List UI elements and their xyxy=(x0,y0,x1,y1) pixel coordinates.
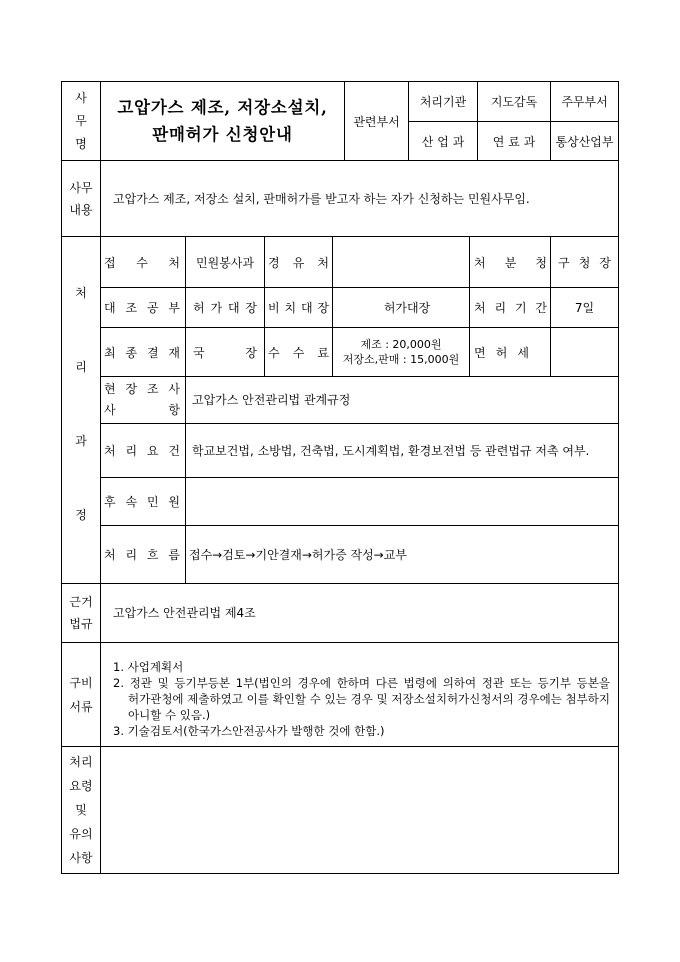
via-value-cell xyxy=(333,237,470,288)
disposal-label-cell xyxy=(470,237,551,288)
fee-label: 수 수 료 xyxy=(268,345,329,360)
requirements-value-cell xyxy=(186,424,619,478)
required-documents-list xyxy=(113,659,610,739)
follow-up-label-cell xyxy=(101,478,186,526)
follow-up-value-cell xyxy=(186,478,619,526)
notes-label: 처리 요령 및 유의 사항 xyxy=(69,755,93,865)
list-item: 2. 정관 및 등기부등본 1부(법인의 경우에 한하며 다른 법령에 의하여 정관 또는 등기부 등본을 허가관청에 제출하였고 이를 확인할 수 있는 경우 및 저장소설치허가신청서의 경우에는 첨부하지 아니할 수 있음.) xyxy=(113,676,610,722)
fee-value-cell xyxy=(333,328,470,377)
related-dept-label: 관련부서 xyxy=(353,114,400,129)
office-name-label-cell xyxy=(62,82,101,161)
flow-value: 접수→검토→기안결재→허가증 작성→교부 xyxy=(189,547,407,562)
flow-label: 처 리 흐 름 xyxy=(104,548,180,562)
description-text-cell xyxy=(101,161,619,237)
dept-name-responsible: 통상산업부 xyxy=(555,134,614,149)
list-item: 1. 사업계획서 xyxy=(113,660,184,674)
final-approval-value-cell xyxy=(186,328,265,377)
ledger-label: 대 조 공 부 xyxy=(104,301,180,315)
guidance-form-table xyxy=(61,81,619,874)
title-line-2: 판매허가 신청안내 xyxy=(152,125,293,144)
kept-ledger-value: 허가대장 xyxy=(383,301,431,315)
kept-ledger-label: 비 치 대 장 xyxy=(268,301,329,315)
period-label: 처 리 기 간 xyxy=(474,301,547,315)
period-value: 7일 xyxy=(574,301,595,315)
dept-name-supervision: 연 료 과 xyxy=(492,134,536,149)
requirements-value: 학교보건법, 소방법, 건축법, 도시계획법, 환경보전법 등 관련법규 저촉 여부. xyxy=(192,443,590,458)
dept-role-supervision: 지도감독 xyxy=(490,95,538,109)
dept-role-cell-responsible xyxy=(551,82,619,122)
license-tax-value-cell xyxy=(551,328,619,377)
dept-role-cell-supervision xyxy=(478,82,551,122)
notes-label-cell xyxy=(62,747,101,874)
dept-name-cell-processing xyxy=(409,122,478,161)
disposal-value: 구 청 장 xyxy=(558,255,611,270)
fee-label-cell xyxy=(265,328,333,377)
disposal-value-cell xyxy=(551,237,619,288)
description-text: 고압가스 제조, 저장소 설치, 판매허가를 받고자 하는 자가 신청하는 민원사무임. xyxy=(113,191,530,206)
dept-role-cell-processing xyxy=(409,82,478,122)
dept-role-processing: 처리기관 xyxy=(419,95,467,109)
site-survey-label-cell xyxy=(101,377,186,424)
dept-name-cell-responsible xyxy=(551,122,619,161)
notes-content-cell xyxy=(101,747,619,874)
requirements-label: 처 리 요 건 xyxy=(104,444,180,458)
license-tax-label-cell xyxy=(470,328,551,377)
reception-value: 민원봉사과 xyxy=(196,255,254,270)
office-name-label: 사 무 명 xyxy=(75,90,87,151)
site-survey-value-cell xyxy=(186,377,619,424)
via-label-cell xyxy=(265,237,333,288)
required-documents-list-cell xyxy=(101,643,619,747)
reception-label: 접 수 처 xyxy=(104,255,180,270)
disposal-label: 처 분 청 xyxy=(474,255,547,270)
title-cell xyxy=(101,82,345,161)
process-label-cell xyxy=(62,237,101,584)
legal-basis-label: 근거 법규 xyxy=(69,595,93,631)
required-documents-label: 구비 서류 xyxy=(69,675,93,714)
license-tax-label: 면 허 세 xyxy=(474,345,529,360)
description-label: 사무 내용 xyxy=(69,180,93,217)
final-approval-label: 최 종 결 재 xyxy=(104,345,180,360)
site-survey-value: 고압가스 안전관리법 관계규정 xyxy=(192,393,351,407)
requirements-label-cell xyxy=(101,424,186,478)
related-dept-label-cell xyxy=(345,82,409,161)
description-label-cell xyxy=(62,161,101,237)
flow-value-cell xyxy=(186,526,619,584)
reception-label-cell xyxy=(101,237,186,288)
final-approval-value: 국 장 xyxy=(193,345,257,360)
ledger-value-cell xyxy=(186,288,265,328)
fee-values xyxy=(343,337,459,367)
reception-value-cell xyxy=(186,237,265,288)
ledger-label-cell xyxy=(101,288,186,328)
via-label: 경 유 처 xyxy=(268,255,329,270)
legal-basis-text-cell xyxy=(101,584,619,643)
follow-up-label: 후 속 민 원 xyxy=(104,495,180,509)
fee-line-storage-sales: 저장소,판매 : 15,000원 xyxy=(342,353,460,366)
page-title xyxy=(117,94,327,148)
required-documents-label-cell xyxy=(62,643,101,747)
legal-basis-text: 고압가스 안전관리법 제4조 xyxy=(113,606,256,620)
dept-name-cell-supervision xyxy=(478,122,551,161)
ledger-value: 허 가 대 장 xyxy=(193,301,257,315)
title-line-1: 고압가스 제조, 저장소설치, xyxy=(117,98,328,117)
kept-ledger-value-cell xyxy=(333,288,470,328)
process-label: 처 리 과 정 xyxy=(75,286,87,522)
list-item: 3. 기술검토서(한국가스안전공사가 발행한 것에 한함.) xyxy=(113,724,385,738)
period-label-cell xyxy=(470,288,551,328)
legal-basis-label-cell xyxy=(62,584,101,643)
fee-line-manufacture: 제조 : 20,000원 xyxy=(360,338,442,351)
final-approval-label-cell xyxy=(101,328,186,377)
site-survey-label: 현 장 조 사 사 항 xyxy=(104,382,180,417)
period-value-cell xyxy=(551,288,619,328)
dept-name-processing: 산 업 과 xyxy=(421,134,465,149)
kept-ledger-label-cell xyxy=(265,288,333,328)
flow-label-cell xyxy=(101,526,186,584)
dept-role-responsible: 주무부서 xyxy=(561,95,608,109)
